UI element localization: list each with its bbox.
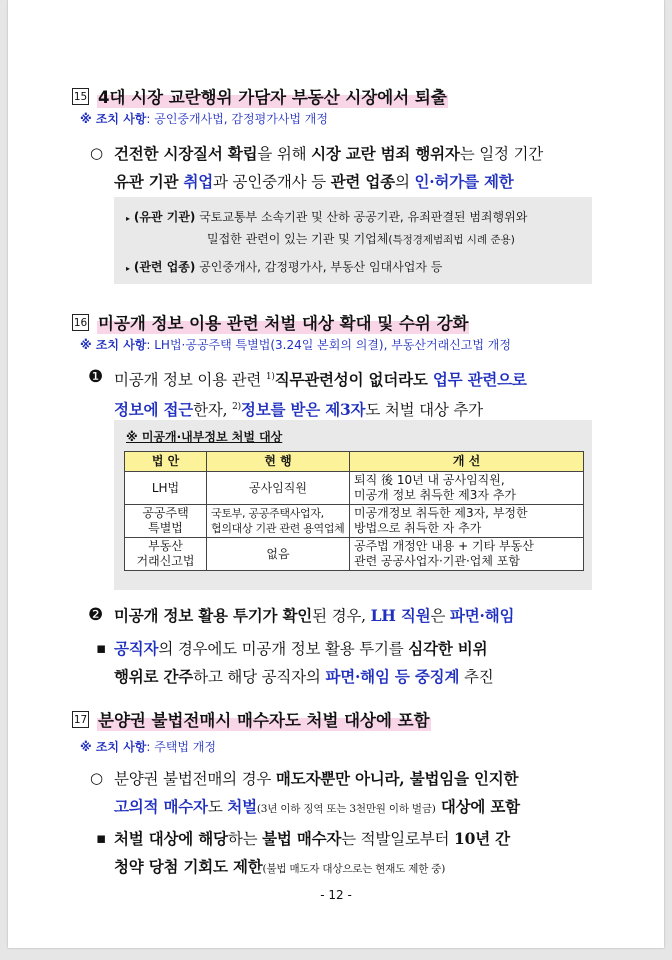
section-number-box: 15	[72, 88, 89, 105]
section-16-item-2: 미공개 정보 활용 투기가 확인된 경우, LH 직원은 파면·해임	[114, 606, 515, 625]
table-row: 공공주택 특별법 국토부, 공공주택사업자, 협의대상 기관 관련 용역업체 미공개정보 취득한 제3자, 부정한 방법으로 취득한 자 추가	[125, 505, 584, 538]
section-17-paragraph: 분양권 불법전매의 경우 매도자뿐만 아니라, 불법임을 인지한 고의적 매수자도 처벌(3년 이하 징역 또는 3천만원 이하 벌금) 대상에 포함	[114, 769, 520, 816]
page-number: - 12 -	[320, 888, 352, 902]
section-number-box: 16	[72, 314, 89, 331]
section-16-item-3: 공직자의 경우에도 미공개 정보 활용 투기를 심각한 비위 행위로 간주하고 해당 공직자의 파면·해임 등 중징계 추진	[114, 639, 494, 686]
table-row: 부동산 거래신고법 없음 공주법 개정안 내용 + 기타 부동산 관련 공공사업자·기관·업체 포함	[125, 538, 584, 571]
table-row: LH법 공사임직원 퇴직 後 10년 내 공사임직원, 미공개 정보 취득한 제3자 추가	[125, 472, 584, 505]
number-one-icon: ❶	[88, 367, 104, 387]
number-two-icon: ❷	[88, 605, 104, 625]
info-row-industry: ▸ (관련 업종) 공인중개사, 감정평가사, 부동산 임대사업자 등	[126, 260, 443, 274]
section-title: 분양권 불법전매시 매수자도 처벌 대상에 포함	[97, 707, 431, 731]
section-title: 미공개 정보 이용 관련 처벌 대상 확대 및 수위 강화	[97, 310, 469, 334]
square-bullet-icon: ▪	[96, 829, 107, 847]
disclosure-penalty-table	[124, 451, 584, 571]
section-16-heading	[72, 310, 469, 334]
section-15-heading	[72, 84, 448, 108]
section-15-measure: ※ 조치 사항: 공인중개사법, 감정평가사법 개정	[80, 112, 328, 126]
section-15-paragraph: 건전한 시장질서 확립을 위해 시장 교란 범죄 행위자는 일정 기간 유관 기관 취업과 공인중개사 등 관련 업종의 인·허가를 제한	[114, 144, 544, 191]
section-16-measure: ※ 조치 사항: LH법·공공주택 특별법(3.24일 본회의 의결), 부동산거래신고법 개정	[80, 338, 511, 352]
square-bullet-icon: ▪	[96, 639, 107, 657]
circle-bullet-icon: ○	[90, 769, 104, 787]
info-row-agency: ▸ (유관 기관) 국토교통부 소속기관 및 산하 공공기관, 유죄판결된 범죄행위와	[126, 210, 528, 224]
section-17-heading	[72, 707, 431, 731]
info-row-agency-cont: 밀접한 관련이 있는 기관 및 기업체(특정경제범죄법 시례 준용)	[207, 232, 515, 246]
section-17-measure: ※ 조치 사항: 주택법 개정	[80, 740, 217, 754]
section-17-item: 처벌 대상에 해당하는 불법 매수자는 적발일로부터 10년 간 청약 당첨 기회도 제한(불법 매도자 대상으로는 현재도 제한 중)	[114, 829, 510, 876]
section-number-box: 17	[72, 711, 89, 728]
section-title: 4대 시장 교란행위 가담자 부동산 시장에서 퇴출	[97, 84, 448, 108]
circle-bullet-icon: ○	[90, 144, 104, 162]
table-header-row: 법 안 현 행 개 선	[125, 452, 584, 472]
section-16-item-1: 미공개 정보 이용 관련 $^{1)}$직무관련성이 없더라도 업무 관련으로 정보에 접근한자, $^{2)}$정보를 받은 제3자도 처벌 대상 추가	[114, 370, 527, 420]
info-box-title: ※ 미공개·내부정보 처벌 대상	[126, 430, 283, 444]
section-15-info-box	[114, 197, 592, 284]
